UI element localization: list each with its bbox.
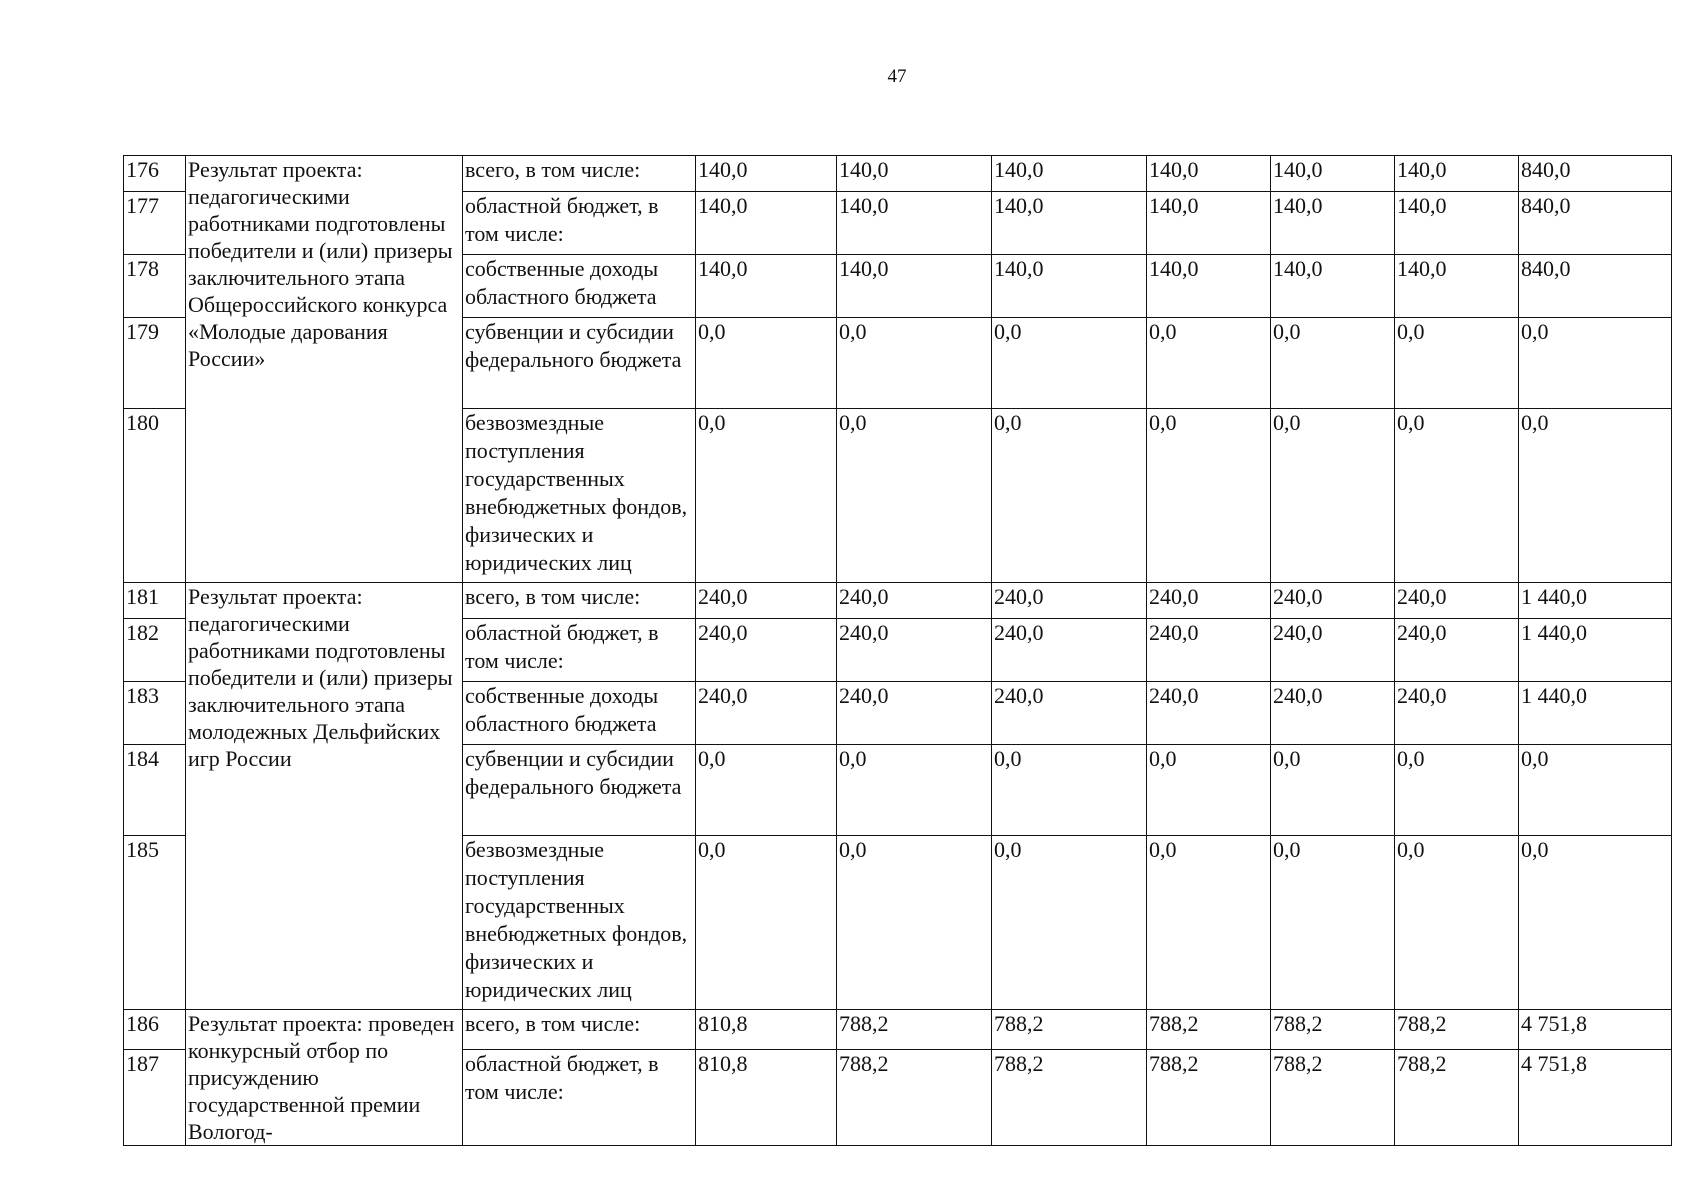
table-row [124, 1010, 1672, 1050]
project-result: Результат проекта: педагогическими работниками подготовлены победители и (или) призеры заключительного этапа Общероссийского конкурса «Молодые дарования России» [186, 156, 463, 583]
year-value: 140,0 [1395, 192, 1519, 255]
year-value: 240,0 [696, 619, 837, 682]
year-value: 240,0 [1271, 583, 1395, 619]
year-value: 0,0 [992, 836, 1147, 1010]
total-value: 0,0 [1519, 836, 1672, 1010]
row-number: 179 [124, 318, 186, 409]
year-value: 140,0 [1395, 156, 1519, 192]
funding-source: собственные доходы областного бюджета [463, 255, 696, 318]
total-value: 1 440,0 [1519, 682, 1672, 745]
year-value: 0,0 [1147, 409, 1271, 583]
page-number: 47 [887, 66, 907, 87]
total-value: 0,0 [1519, 745, 1672, 836]
year-value: 0,0 [1147, 836, 1271, 1010]
row-number: 187 [124, 1049, 186, 1145]
funding-source: областной бюджет, в том числе: [463, 192, 696, 255]
year-value: 788,2 [1147, 1049, 1271, 1145]
row-number: 181 [124, 583, 186, 619]
year-value: 0,0 [992, 745, 1147, 836]
funding-source: безвозмездные поступления государственных внебюджетных фондов, физических и юридических лиц [463, 409, 696, 583]
year-value: 788,2 [1271, 1010, 1395, 1050]
year-value: 0,0 [1147, 745, 1271, 836]
row-number: 180 [124, 409, 186, 583]
total-value: 0,0 [1519, 318, 1672, 409]
funding-source: всего, в том числе: [463, 583, 696, 619]
table-row [124, 156, 1672, 192]
year-value: 0,0 [696, 836, 837, 1010]
year-value: 788,2 [1395, 1010, 1519, 1050]
row-number: 176 [124, 156, 186, 192]
row-number: 182 [124, 619, 186, 682]
year-value: 788,2 [992, 1049, 1147, 1145]
year-value: 0,0 [1395, 409, 1519, 583]
project-result: Результат проекта: педагогическими работниками подготовлены победители и (или) призеры заключительного этапа молодежных Дельфийских игр России [186, 583, 463, 1010]
year-value: 0,0 [837, 745, 992, 836]
year-value: 240,0 [1271, 619, 1395, 682]
year-value: 788,2 [1147, 1010, 1271, 1050]
year-value: 240,0 [696, 583, 837, 619]
total-value: 0,0 [1519, 409, 1672, 583]
year-value: 140,0 [696, 192, 837, 255]
row-number: 177 [124, 192, 186, 255]
year-value: 0,0 [1395, 745, 1519, 836]
year-value: 0,0 [696, 409, 837, 583]
total-value: 840,0 [1519, 156, 1672, 192]
year-value: 240,0 [992, 583, 1147, 619]
year-value: 788,2 [837, 1049, 992, 1145]
year-value: 240,0 [696, 682, 837, 745]
funding-source: собственные доходы областного бюджета [463, 682, 696, 745]
project-result: Результат проекта: проведен конкурсный отбор по присуждению государственной премии Вологод- [186, 1010, 463, 1146]
year-value: 240,0 [837, 583, 992, 619]
year-value: 240,0 [837, 619, 992, 682]
year-value: 788,2 [1271, 1049, 1395, 1145]
total-value: 1 440,0 [1519, 583, 1672, 619]
table-row [124, 583, 1672, 619]
year-value: 140,0 [837, 255, 992, 318]
year-value: 788,2 [1395, 1049, 1519, 1145]
year-value: 788,2 [992, 1010, 1147, 1050]
year-value: 810,8 [696, 1010, 837, 1050]
year-value: 140,0 [992, 156, 1147, 192]
funding-source: безвозмездные поступления государственных внебюджетных фондов, физических и юридических лиц [463, 836, 696, 1010]
year-value: 0,0 [696, 318, 837, 409]
year-value: 788,2 [837, 1010, 992, 1050]
year-value: 140,0 [1395, 255, 1519, 318]
total-value: 1 440,0 [1519, 619, 1672, 682]
year-value: 0,0 [1271, 318, 1395, 409]
year-value: 0,0 [837, 318, 992, 409]
year-value: 0,0 [992, 318, 1147, 409]
total-value: 840,0 [1519, 192, 1672, 255]
year-value: 0,0 [1271, 409, 1395, 583]
year-value: 240,0 [1271, 682, 1395, 745]
total-value: 4 751,8 [1519, 1049, 1672, 1145]
year-value: 140,0 [1147, 255, 1271, 318]
funding-source: областной бюджет, в том числе: [463, 1049, 696, 1145]
year-value: 140,0 [696, 255, 837, 318]
year-value: 140,0 [696, 156, 837, 192]
year-value: 0,0 [1395, 836, 1519, 1010]
year-value: 240,0 [992, 682, 1147, 745]
row-number: 178 [124, 255, 186, 318]
year-value: 0,0 [837, 409, 992, 583]
row-number: 186 [124, 1010, 186, 1050]
total-value: 840,0 [1519, 255, 1672, 318]
table-body [124, 156, 1672, 1146]
row-number: 183 [124, 682, 186, 745]
year-value: 0,0 [1271, 836, 1395, 1010]
funding-source: всего, в том числе: [463, 156, 696, 192]
year-value: 240,0 [1147, 583, 1271, 619]
year-value: 240,0 [837, 682, 992, 745]
year-value: 140,0 [992, 255, 1147, 318]
year-value: 140,0 [1271, 192, 1395, 255]
year-value: 0,0 [1395, 318, 1519, 409]
year-value: 0,0 [992, 409, 1147, 583]
year-value: 140,0 [992, 192, 1147, 255]
year-value: 810,8 [696, 1049, 837, 1145]
year-value: 0,0 [837, 836, 992, 1010]
row-number: 185 [124, 836, 186, 1010]
year-value: 140,0 [837, 192, 992, 255]
funding-source: субвенции и субсидии федерального бюджета [463, 745, 696, 836]
year-value: 140,0 [1147, 156, 1271, 192]
year-value: 0,0 [1271, 745, 1395, 836]
total-value: 4 751,8 [1519, 1010, 1672, 1050]
funding-source: областной бюджет, в том числе: [463, 619, 696, 682]
funding-source: субвенции и субсидии федерального бюджета [463, 318, 696, 409]
year-value: 240,0 [1395, 682, 1519, 745]
year-value: 240,0 [1395, 619, 1519, 682]
year-value: 240,0 [1147, 682, 1271, 745]
year-value: 240,0 [1147, 619, 1271, 682]
year-value: 140,0 [1271, 255, 1395, 318]
year-value: 0,0 [1147, 318, 1271, 409]
row-number: 184 [124, 745, 186, 836]
year-value: 140,0 [1271, 156, 1395, 192]
year-value: 240,0 [1395, 583, 1519, 619]
year-value: 240,0 [992, 619, 1147, 682]
year-value: 140,0 [837, 156, 992, 192]
year-value: 0,0 [696, 745, 837, 836]
budget-table [123, 155, 1672, 1146]
year-value: 140,0 [1147, 192, 1271, 255]
funding-source: всего, в том числе: [463, 1010, 696, 1050]
